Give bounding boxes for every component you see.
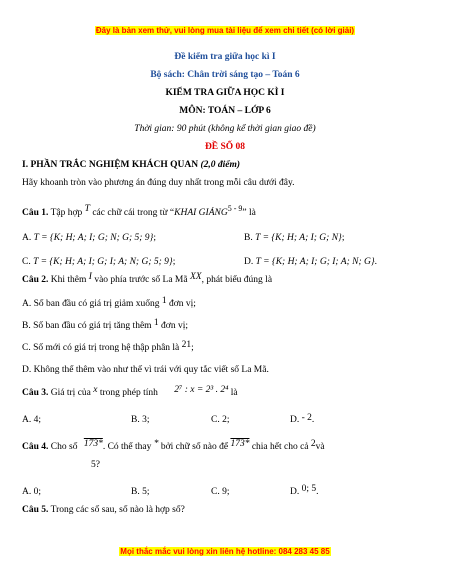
question-5: Câu 5. Trong các số sau, số nào là hợp số? bbox=[22, 505, 185, 515]
q3-option-c[interactable]: C. 2; bbox=[211, 415, 230, 425]
question-2: Câu 2. Khi thêm I vào phía trước số La Mã XX, phát biểu đúng là bbox=[22, 272, 273, 285]
q2-option-a[interactable]: A. Số ban đầu có giá trị giảm xuống 1 đơn vị; bbox=[22, 296, 196, 309]
q2-option-b[interactable]: B. Số ban đầu có giá trị tăng thêm 1 đơn vị; bbox=[22, 318, 188, 331]
q2-option-c[interactable]: C. Số mới có giá trị trong hệ thập phân là 21; bbox=[22, 340, 194, 353]
subject-line: MÔN: TOÁN – LỚP 6 bbox=[179, 106, 271, 116]
q1-option-a[interactable]: A. T = {K; H; A; I; G; N; G; 5; 9}; bbox=[22, 233, 156, 243]
q1-option-b[interactable]: B. T = {K; H; A; I; G; N}; bbox=[244, 233, 345, 243]
q3-option-a[interactable]: A. 4; bbox=[22, 415, 41, 425]
question-1: Câu 1. Tập hợp T các chữ cái trong từ “KHAI GIẢNG$^{5 - 9}$” là bbox=[22, 204, 256, 219]
q4-option-b[interactable]: B. 5; bbox=[131, 487, 150, 497]
exam-code: ĐỀ SỐ 08 bbox=[204, 142, 246, 152]
q4-option-d[interactable]: D. 0; 5. bbox=[290, 484, 319, 497]
q1-option-d[interactable]: D. T = {K; H; A; I; G; I; A; N; G}. bbox=[244, 257, 378, 267]
preview-banner: Đây là bản xem thử, vui lòng mua tài liệu để xem chi tiết (có lời giải) bbox=[95, 26, 355, 35]
question-4: Câu 4. Cho số 173*. Có thể thay * bởi chữ số nào để 173* chia hết cho cả 2và bbox=[22, 439, 325, 452]
doc-title: Đề kiểm tra giữa học kì I bbox=[174, 52, 276, 62]
q1-option-c[interactable]: C. T = {K; H; A; I; G; I; A; N; G; 5; 9}; bbox=[22, 257, 176, 267]
book-series: Bộ sách: Chân trời sáng tạo – Toán 6 bbox=[150, 70, 300, 80]
section-instruction: Hãy khoanh tròn vào phương án đúng duy nhất trong mỗi câu dưới đây. bbox=[22, 178, 295, 188]
q4-option-c[interactable]: C. 9; bbox=[211, 487, 230, 497]
section-heading: I. PHẦN TRẮC NGHIỆM KHÁCH QUAN (2,0 điểm) bbox=[22, 160, 241, 170]
q3-option-b[interactable]: B. 3; bbox=[131, 415, 150, 425]
time-line: Thời gian: 90 phút (không kể thời gian giao đề) bbox=[134, 124, 316, 134]
question-4-cont: 5? bbox=[91, 460, 100, 470]
hotline-footer: Mọi thắc mắc vui lòng xin liên hệ hotline: 084 283 45 85 bbox=[120, 547, 330, 556]
exam-title: KIỂM TRA GIỮA HỌC KÌ I bbox=[165, 88, 285, 98]
q3-option-d[interactable]: D. - 2. bbox=[290, 413, 315, 425]
q4-option-a[interactable]: A. 0; bbox=[22, 487, 41, 497]
question-3: Câu 3. Giá trị của x trong phép tính 2⁷ : x = 2³ . 2⁴ là bbox=[22, 385, 238, 398]
q2-option-d[interactable]: D. Không thể thêm vào như thế vì trái với quy tắc viết số La Mã. bbox=[22, 365, 269, 375]
